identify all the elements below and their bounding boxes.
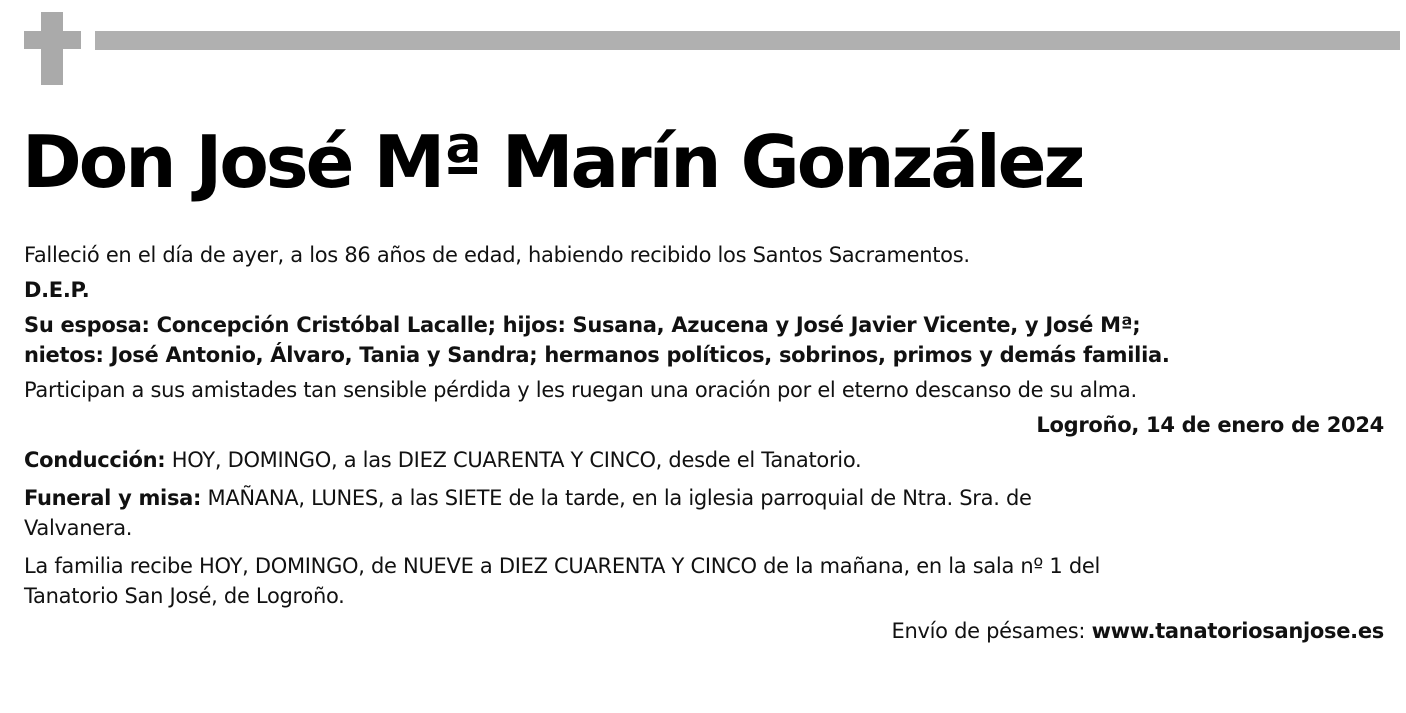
top-rule-divider	[95, 31, 1400, 50]
family-receives-block	[24, 550, 1384, 612]
deceased-name: Don José Mª Marín González	[22, 120, 1083, 204]
funeral-line-1	[24, 482, 1384, 514]
rip-text: D.E.P.	[24, 278, 90, 302]
family-line-1: Su esposa: Concepción Cristóbal Lacalle; hijos: Susana, Azucena y José Javier Vicente, y José Mª;	[24, 313, 1141, 337]
conduction-text: HOY, DOMINGO, a las DIEZ CUARENTA Y CINCO, desde el Tanatorio.	[165, 448, 862, 472]
conduction-label: Conducción:	[24, 448, 166, 472]
participation-line: Participan a sus amistades tan sensible pérdida y les ruegan una oración por el eterno descanso de su alma.	[24, 378, 1137, 402]
condolences-line	[24, 615, 1384, 647]
notice-body	[24, 239, 1384, 647]
funeral-line-2: Valvanera.	[24, 516, 133, 540]
family-receives-line-1: La familia recibe HOY, DOMINGO, de NUEVE a DIEZ CUARENTA Y CINCO de la mañana, en la sala nº 1 del	[24, 554, 1101, 578]
family-line-2: nietos: José Antonio, Álvaro, Tania y Sandra; hermanos políticos, sobrinos, primos y demás familia.	[24, 343, 1170, 367]
funeral-block	[24, 482, 1384, 544]
family-receives-line-2: Tanatorio San José, de Logroño.	[24, 584, 345, 608]
funeral-text-1: MAÑANA, LUNES, a las SIETE de la tarde, en la iglesia parroquial de Ntra. Sra. de	[201, 486, 1032, 510]
condolences-link[interactable]: www.tanatoriosanjose.es	[1091, 619, 1384, 643]
cross-horizontal-bar	[24, 31, 81, 49]
conduction-line	[24, 444, 1384, 476]
family-block	[24, 309, 1384, 371]
condolences-label: Envío de pésames:	[891, 619, 1092, 643]
funeral-label: Funeral y misa:	[24, 486, 202, 510]
death-line: Falleció en el día de ayer, a los 86 años de edad, habiendo recibido los Santos Sacramentos.	[24, 243, 970, 267]
place-date: Logroño, 14 de enero de 2024	[1036, 413, 1384, 437]
cross-icon	[24, 12, 81, 85]
